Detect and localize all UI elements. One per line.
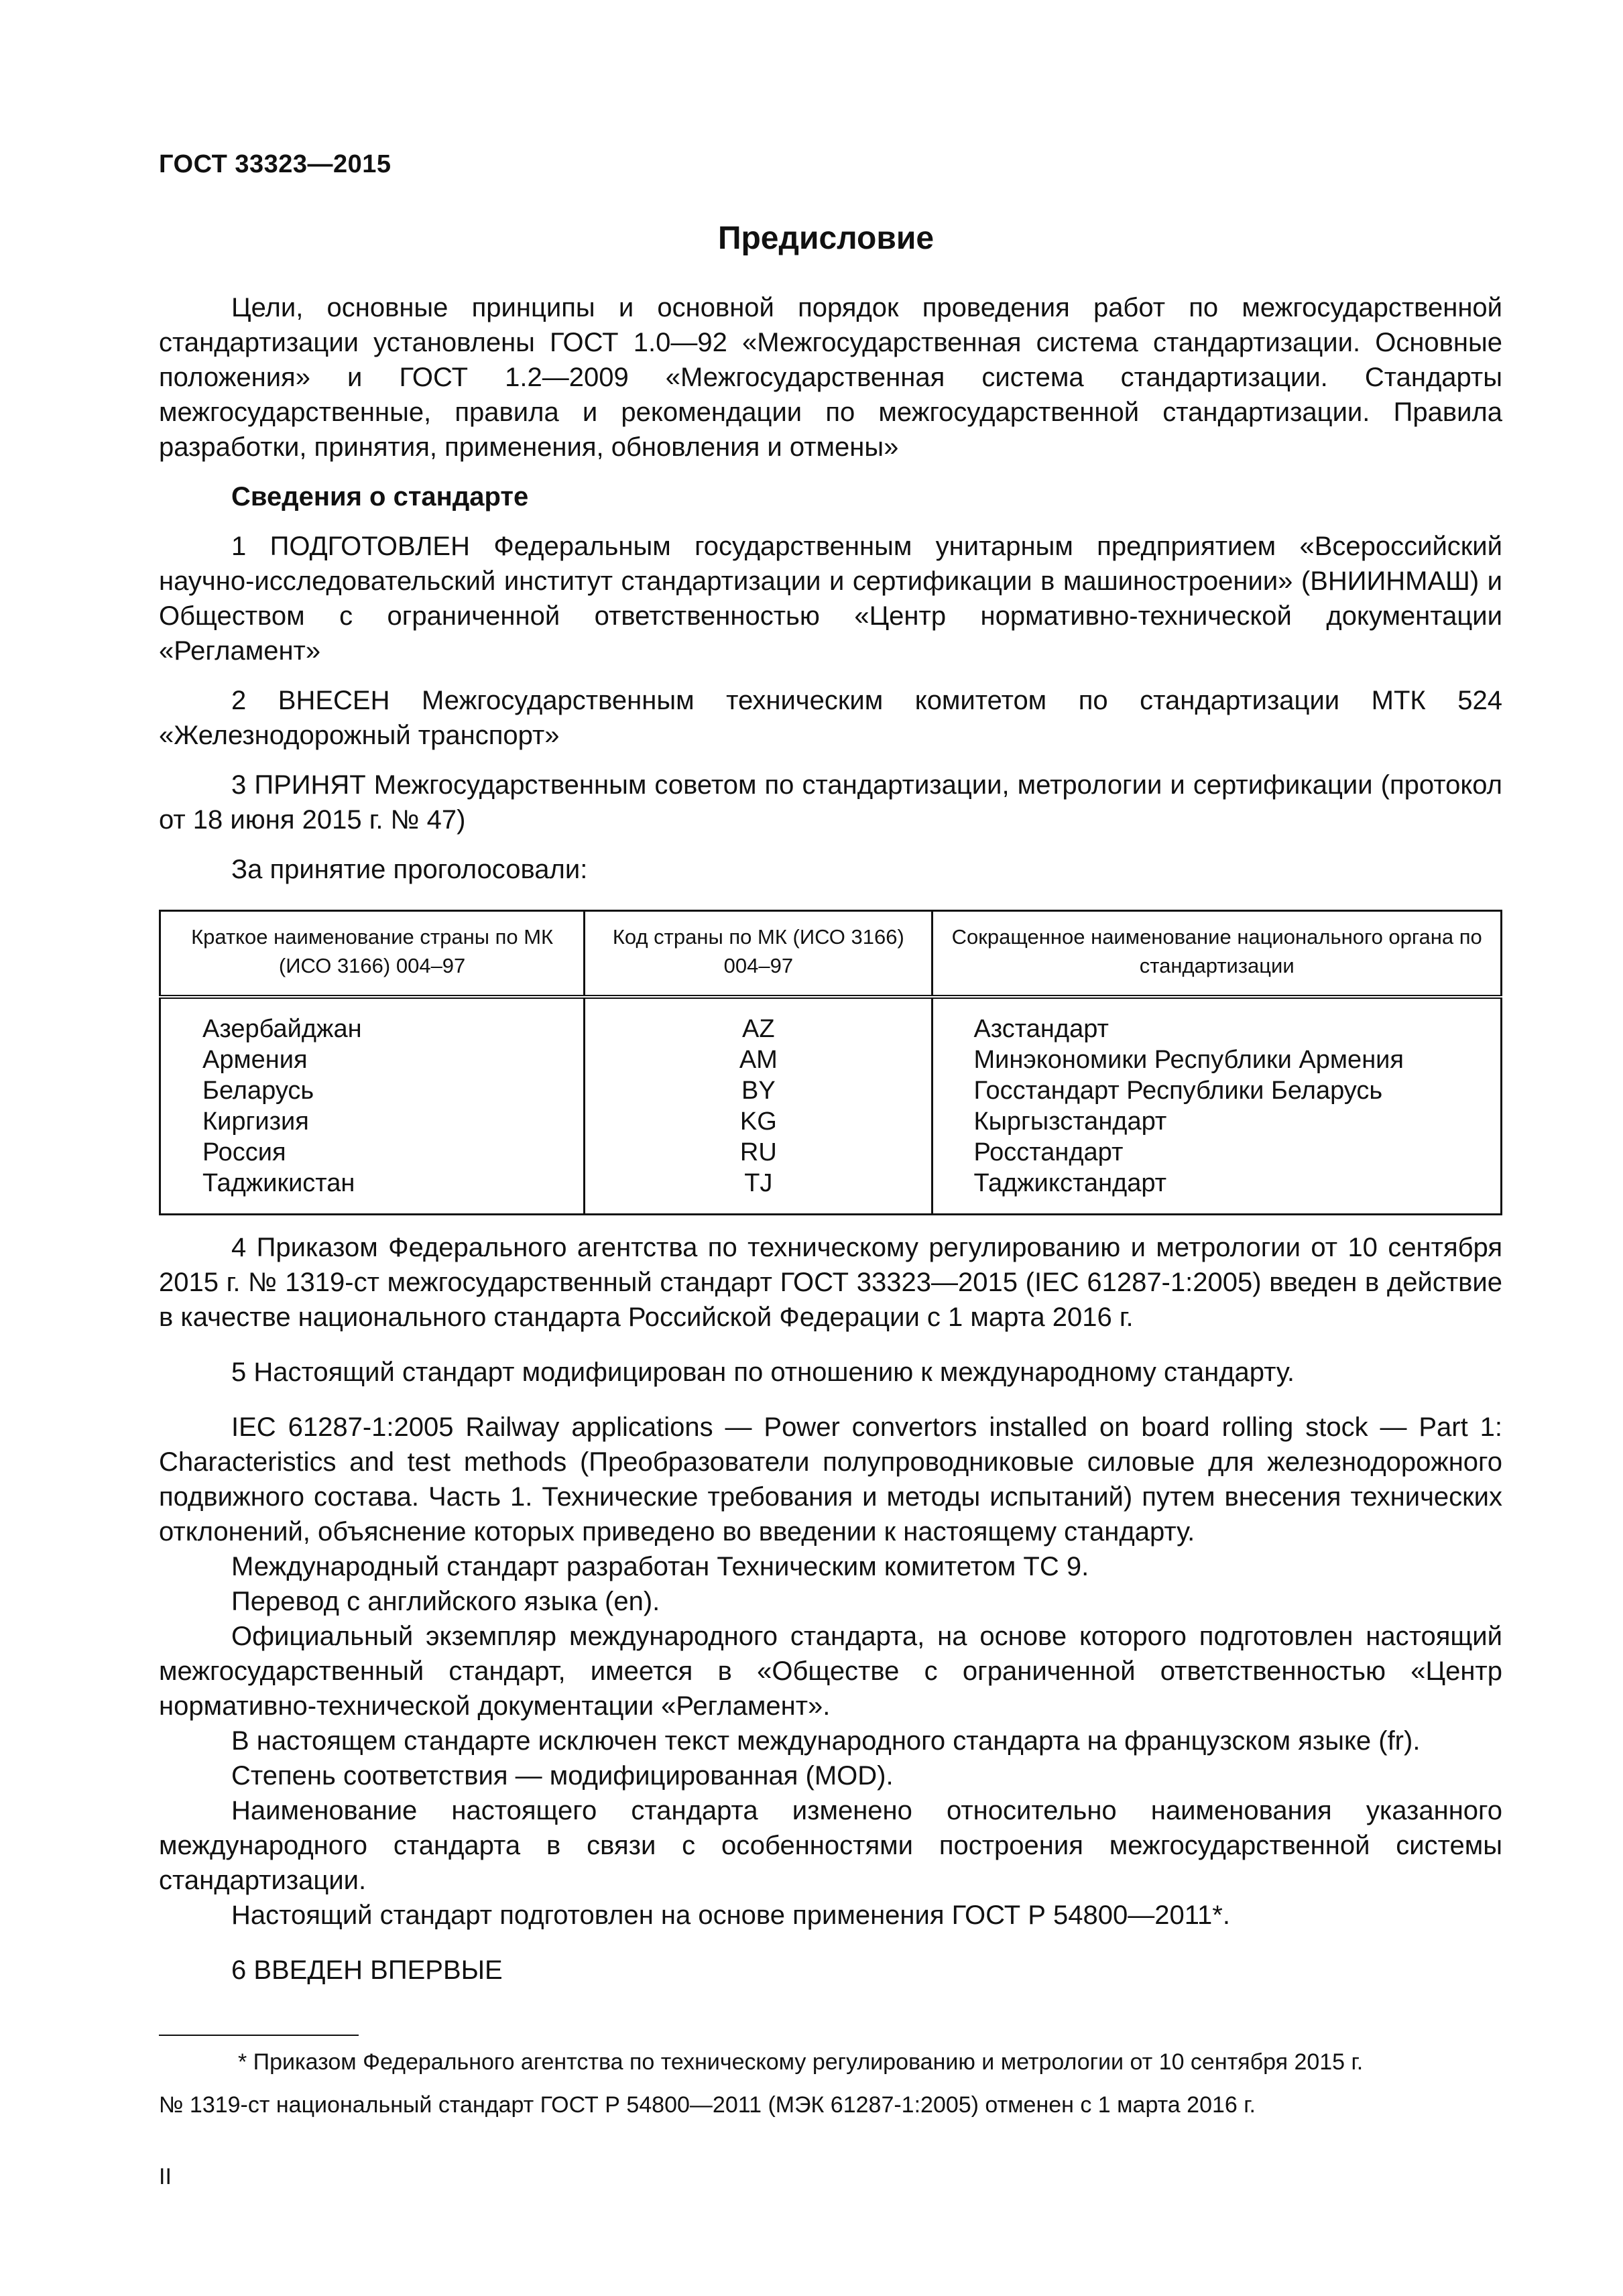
table-cell-country: Таджикистан	[160, 1168, 585, 1215]
item-2-paragraph: 2 ВНЕСЕН Межгосударственным техническим комитетом по стандартизации МТК 524 «Железнодорожный транспорт»	[159, 686, 1502, 750]
item-5-detail: В настоящем стандарте исключен текст международного стандарта на французском языке (fr).	[231, 1726, 1421, 1756]
item-3-paragraph: 3 ПРИНЯТ Межгосударственным советом по стандартизации, метрологии и сертификации (протокол от 18 июня 2015 г. № 47)	[159, 770, 1502, 835]
table-cell-code: KG	[585, 1106, 933, 1137]
member-states-table	[159, 910, 1502, 1215]
table-cell-body: Росстандарт	[933, 1137, 1502, 1168]
item-5-detail: Степень соответствия — модифицированная (MOD).	[231, 1761, 894, 1791]
table-cell-body: Азстандарт	[933, 997, 1502, 1044]
item-5-detail: Международный стандарт разработан Техническим комитетом TC 9.	[231, 1552, 1089, 1581]
table-cell-country: Киргизия	[160, 1106, 585, 1137]
item-5-paragraph: 5 Настоящий стандарт модифицирован по отношению к международному стандарту.	[231, 1357, 1295, 1387]
item-5-detail: IEC 61287-1:2005 Railway applications — Power convertors installed on board rolling stock — Part 1: Characteristics and test methods (Преобразователи полупроводниковые силовые для железнодорожного подвижного состава. Часть 1. Технические требования и методы испытаний) путем внесения технических отклонений, объяснение которых приведено во введении к настоящему стандарту.	[159, 1412, 1502, 1547]
table-cell-body: Таджикстандарт	[933, 1168, 1502, 1215]
table-row	[160, 1137, 1502, 1168]
item-5-detail: Официальный экземпляр международного стандарта, на основе которого подготовлен настоящий межгосударственный стандарт, имеется в «Обществе с ограниченной ответственностью «Центр нормативно-технической документации «Регламент».	[159, 1622, 1502, 1721]
item-5-detail: Настоящий стандарт подготовлен на основе применения ГОСТ Р 54800—2011*.	[231, 1900, 1230, 1930]
table-cell-code: TJ	[585, 1168, 933, 1215]
table-header-body: Сокращенное наименование национального органа по стандартизации	[933, 911, 1502, 998]
footnote-line: * Приказом Федерального агентства по техническому регулированию и метрологии от 10 сентября 2015 г.	[238, 2049, 1364, 2075]
table-row	[160, 1044, 1502, 1075]
footnote-divider	[159, 2035, 359, 2036]
page-title: Предисловие	[717, 221, 935, 256]
table-row	[160, 1168, 1502, 1215]
vote-label: За принятие проголосовали:	[231, 855, 588, 884]
table-cell-country: Россия	[160, 1137, 585, 1168]
table-row	[160, 1106, 1502, 1137]
table-cell-code: AM	[585, 1044, 933, 1075]
table-cell-code: RU	[585, 1137, 933, 1168]
table-cell-country: Азербайджан	[160, 997, 585, 1044]
footnote	[159, 2045, 1493, 2122]
page-number: II	[159, 2164, 172, 2189]
footnote-line: № 1319-ст национальный стандарт ГОСТ Р 54800—2011 (МЭК 61287-1:2005) отменен с 1 марта 2016 г.	[159, 2092, 1256, 2118]
item-4-paragraph: 4 Приказом Федерального агентства по техническому регулированию и метрологии от 10 сентября 2015 г. № 1319-ст межгосударственный стандарт ГОСТ 33323—2015 (IEC 61287-1:2005) введен в действие в качестве национального стандарта Российской Федерации с 1 марта 2016 г.	[159, 1233, 1502, 1332]
table-cell-country: Беларусь	[160, 1075, 585, 1106]
item-6-paragraph: 6 ВВЕДЕН ВПЕРВЫЕ	[231, 1955, 503, 1985]
table-cell-body: Госстандарт Республики Беларусь	[933, 1075, 1502, 1106]
table-row	[160, 1075, 1502, 1106]
intro-paragraph: Цели, основные принципы и основной порядок проведения работ по межгосударственной стандартизации установлены ГОСТ 1.0—92 «Межгосударственная система стандартизации. Основные положения» и ГОСТ 1.2—2009 «Межгосударственная система стандартизации. Стандарты межгосударственные, правила и рекомендации по межгосударственной стандартизации. Правила разработки, принятия, применения, обновления и отмены»	[159, 293, 1502, 462]
document-code-header: ГОСТ 33323—2015	[159, 150, 392, 178]
item-5-detail: Перевод с английского языка (en).	[231, 1587, 660, 1616]
table-cell-code: AZ	[585, 997, 933, 1044]
item-5-detail: Наименование настоящего стандарта изменено относительно наименования указанного международного стандарта в связи с особенностями построения межгосударственной системы стандартизации.	[159, 1796, 1502, 1895]
section-heading: Сведения о стандарте	[231, 482, 529, 511]
document-body	[159, 290, 1502, 1988]
table-header-code: Код страны по МК (ИСО 3166) 004–97	[585, 911, 933, 998]
table-cell-country: Армения	[160, 1044, 585, 1075]
item-1-paragraph: 1 ПОДГОТОВЛЕН Федеральным государственным унитарным предприятием «Всероссийский научно-исследовательский институт стандартизации и сертификации в машиностроении» (ВНИИНМАШ) и Обществом с ограниченной ответственностью «Центр нормативно-технической документации «Регламент»	[159, 532, 1502, 666]
table-row	[160, 997, 1502, 1044]
table-header-row	[160, 911, 1502, 998]
table-cell-code: BY	[585, 1075, 933, 1106]
table-header-country: Краткое наименование страны по МК (ИСО 3166) 004–97	[160, 911, 585, 998]
table-cell-body: Минэкономики Республики Армения	[933, 1044, 1502, 1075]
table-cell-body: Кыргызстандарт	[933, 1106, 1502, 1137]
